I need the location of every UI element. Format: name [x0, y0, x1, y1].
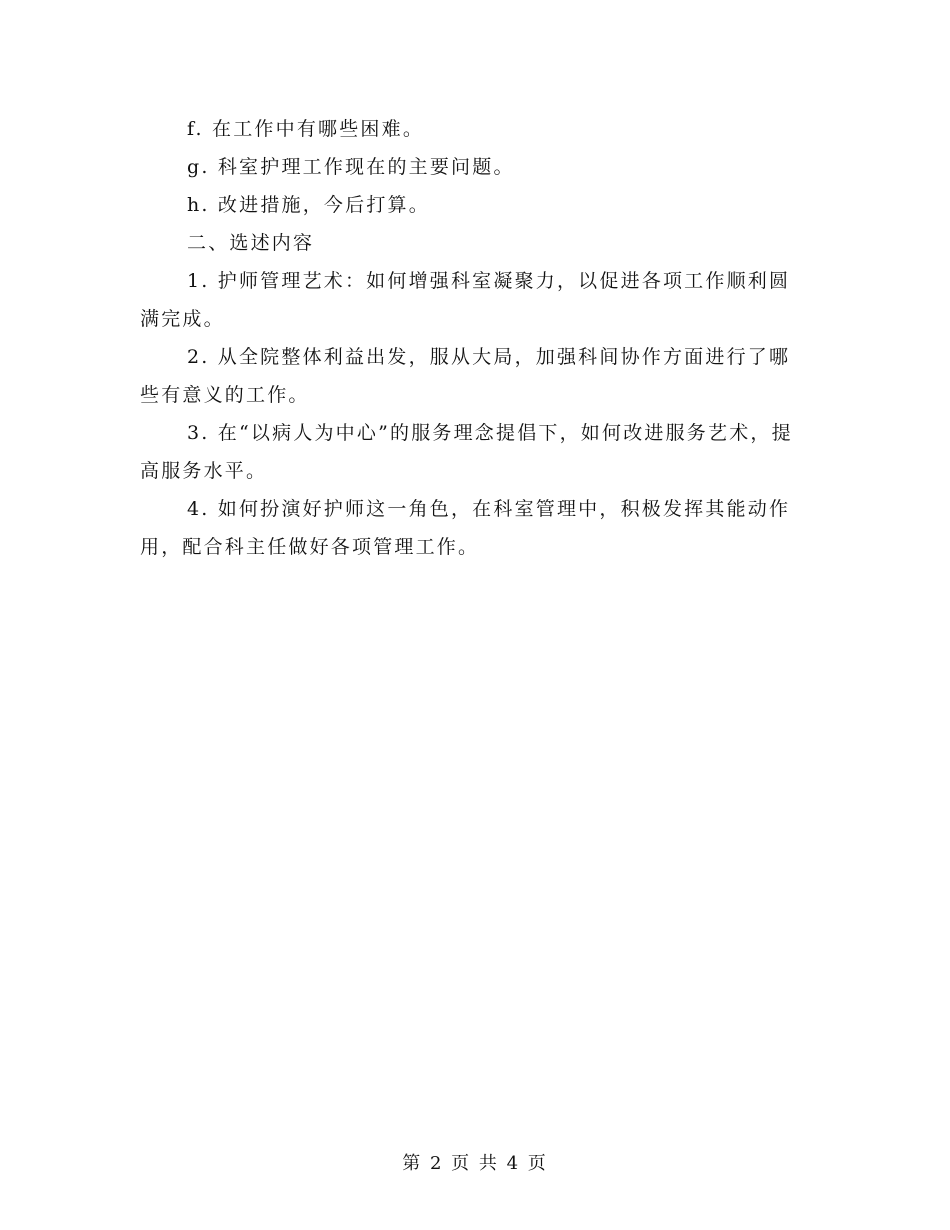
- paragraph-item-1: 1. 护师管理艺术：如何增强科室凝聚力，以促进各项工作顺利圆满完成。: [140, 270, 791, 330]
- paragraph-item-h: h. 改进措施，今后打算。: [187, 194, 430, 216]
- document-body: [140, 110, 800, 566]
- paragraph-item-f: f. 在工作中有哪些困难。: [187, 118, 425, 140]
- paragraph-item-4: 4. 如何扮演好护师这一角色，在科室管理中，积极发挥其能动作用，配合科主任做好各项管理工作。: [140, 498, 791, 558]
- page-number-footer: 第 2 页 共 4 页: [402, 1153, 548, 1174]
- section-heading: 二、选述内容: [187, 232, 315, 254]
- paragraph-item-3: 3. 在“以病人为中心”的服务理念提倡下，如何改进服务艺术，提高服务水平。: [140, 422, 793, 482]
- paragraph-item-g: g. 科室护理工作现在的主要问题。: [187, 156, 515, 178]
- paragraph-item-2: 2. 从全院整体利益出发，服从大局，加强科间协作方面进行了哪些有意义的工作。: [140, 346, 791, 406]
